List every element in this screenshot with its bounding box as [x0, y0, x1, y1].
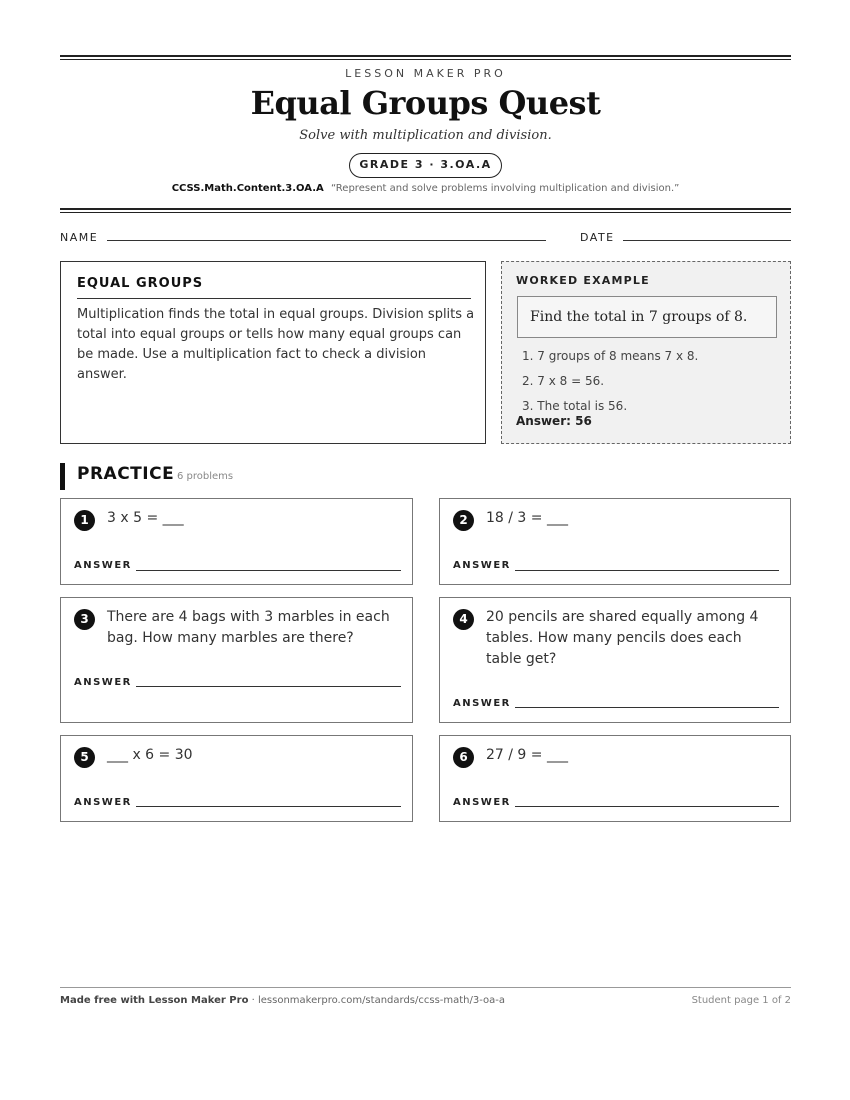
- worked-example-box: [501, 261, 791, 444]
- worked-example-answer: Answer: 56: [516, 414, 592, 428]
- concept-body: Multiplication finds the total in equal groups. Division splits a total into equal groups or tells how many equal groups can be made. Use a multiplication fact to check a division answer.: [77, 307, 475, 382]
- problem-text: ___ x 6 = 30: [107, 747, 193, 763]
- standard-line: [60, 183, 791, 194]
- concept-heading: EQUAL GROUPS: [77, 276, 204, 291]
- worked-example-step: 3. The total is 56.: [522, 399, 628, 413]
- practice-accent-bar: [60, 463, 65, 490]
- answer-field-5[interactable]: [136, 806, 401, 807]
- answer-label: ANSWER: [74, 797, 132, 808]
- worked-example-problem: Find the total in 7 groups of 8.: [517, 296, 777, 338]
- problem-card-1: [60, 498, 413, 585]
- answer-label: ANSWER: [453, 560, 511, 571]
- worksheet-page: [60, 0, 791, 1100]
- answer-field-1[interactable]: [136, 570, 401, 571]
- problem-text: There are 4 bags with 3 marbles in each bag. How many marbles are there?: [107, 609, 390, 646]
- worked-example-step: 2. 7 x 8 = 56.: [522, 374, 605, 388]
- problem-number-badge: 5: [74, 747, 95, 768]
- brand-label: LESSON MAKER PRO: [345, 67, 506, 80]
- problem-number-badge: 2: [453, 510, 474, 531]
- problem-card-5: [60, 735, 413, 822]
- worked-example-heading: WORKED EXAMPLE: [516, 274, 650, 287]
- practice-count: 6 problems: [177, 471, 234, 482]
- problem-card-2: [439, 498, 791, 585]
- answer-label: ANSWER: [74, 560, 132, 571]
- top-rule: [60, 55, 791, 60]
- worksheet-subtitle: Solve with multiplication and division.: [299, 128, 552, 143]
- answer-field-2[interactable]: [515, 570, 779, 571]
- problem-number-badge: 4: [453, 609, 474, 630]
- footer-url[interactable]: · lessonmakerpro.com/standards/ccss-math/3-oa-a: [248, 995, 506, 1006]
- problem-number-badge: 3: [74, 609, 95, 630]
- name-label: NAME: [60, 231, 99, 244]
- problem-number-badge: 6: [453, 747, 474, 768]
- problem-text: 18 / 3 = ___: [486, 510, 568, 526]
- header-bottom-rule: [60, 208, 791, 213]
- answer-field-3[interactable]: [136, 686, 401, 687]
- problem-text: 3 x 5 = ___: [107, 510, 184, 526]
- footer-made-with: Made free with Lesson Maker Pro: [60, 995, 249, 1006]
- date-label: DATE: [580, 231, 615, 244]
- problem-card-3: [60, 597, 413, 723]
- standard-description: “Represent and solve problems involving multiplication and division.”: [330, 183, 680, 194]
- grade-badge: GRADE 3 · 3.OA.A: [349, 153, 502, 178]
- problem-card-6: [439, 735, 791, 822]
- answer-label: ANSWER: [453, 797, 511, 808]
- answer-field-4[interactable]: [515, 707, 779, 708]
- answer-label: ANSWER: [74, 677, 132, 688]
- problem-number-badge: 1: [74, 510, 95, 531]
- answer-label: ANSWER: [453, 698, 511, 709]
- concept-box: [60, 261, 486, 444]
- standard-code: CCSS.Math.Content.3.OA.A: [171, 183, 324, 194]
- footer-page-number: Student page 1 of 2: [691, 995, 791, 1006]
- footer-credit: [60, 995, 505, 1006]
- problem-card-4: [439, 597, 791, 723]
- problem-text: 27 / 9 = ___: [486, 747, 568, 763]
- date-field[interactable]: [623, 240, 791, 241]
- answer-field-6[interactable]: [515, 806, 779, 807]
- worksheet-title: Equal Groups Quest: [250, 84, 601, 122]
- worked-example-step: 1. 7 groups of 8 means 7 x 8.: [522, 349, 699, 363]
- worked-example-steps: [522, 344, 698, 419]
- practice-title: PRACTICE: [77, 464, 175, 484]
- problem-text: 20 pencils are shared equally among 4 tables. How many pencils does each table get?: [486, 609, 759, 667]
- footer-divider: [60, 987, 791, 988]
- name-field[interactable]: [107, 240, 546, 241]
- concept-divider: [77, 298, 471, 299]
